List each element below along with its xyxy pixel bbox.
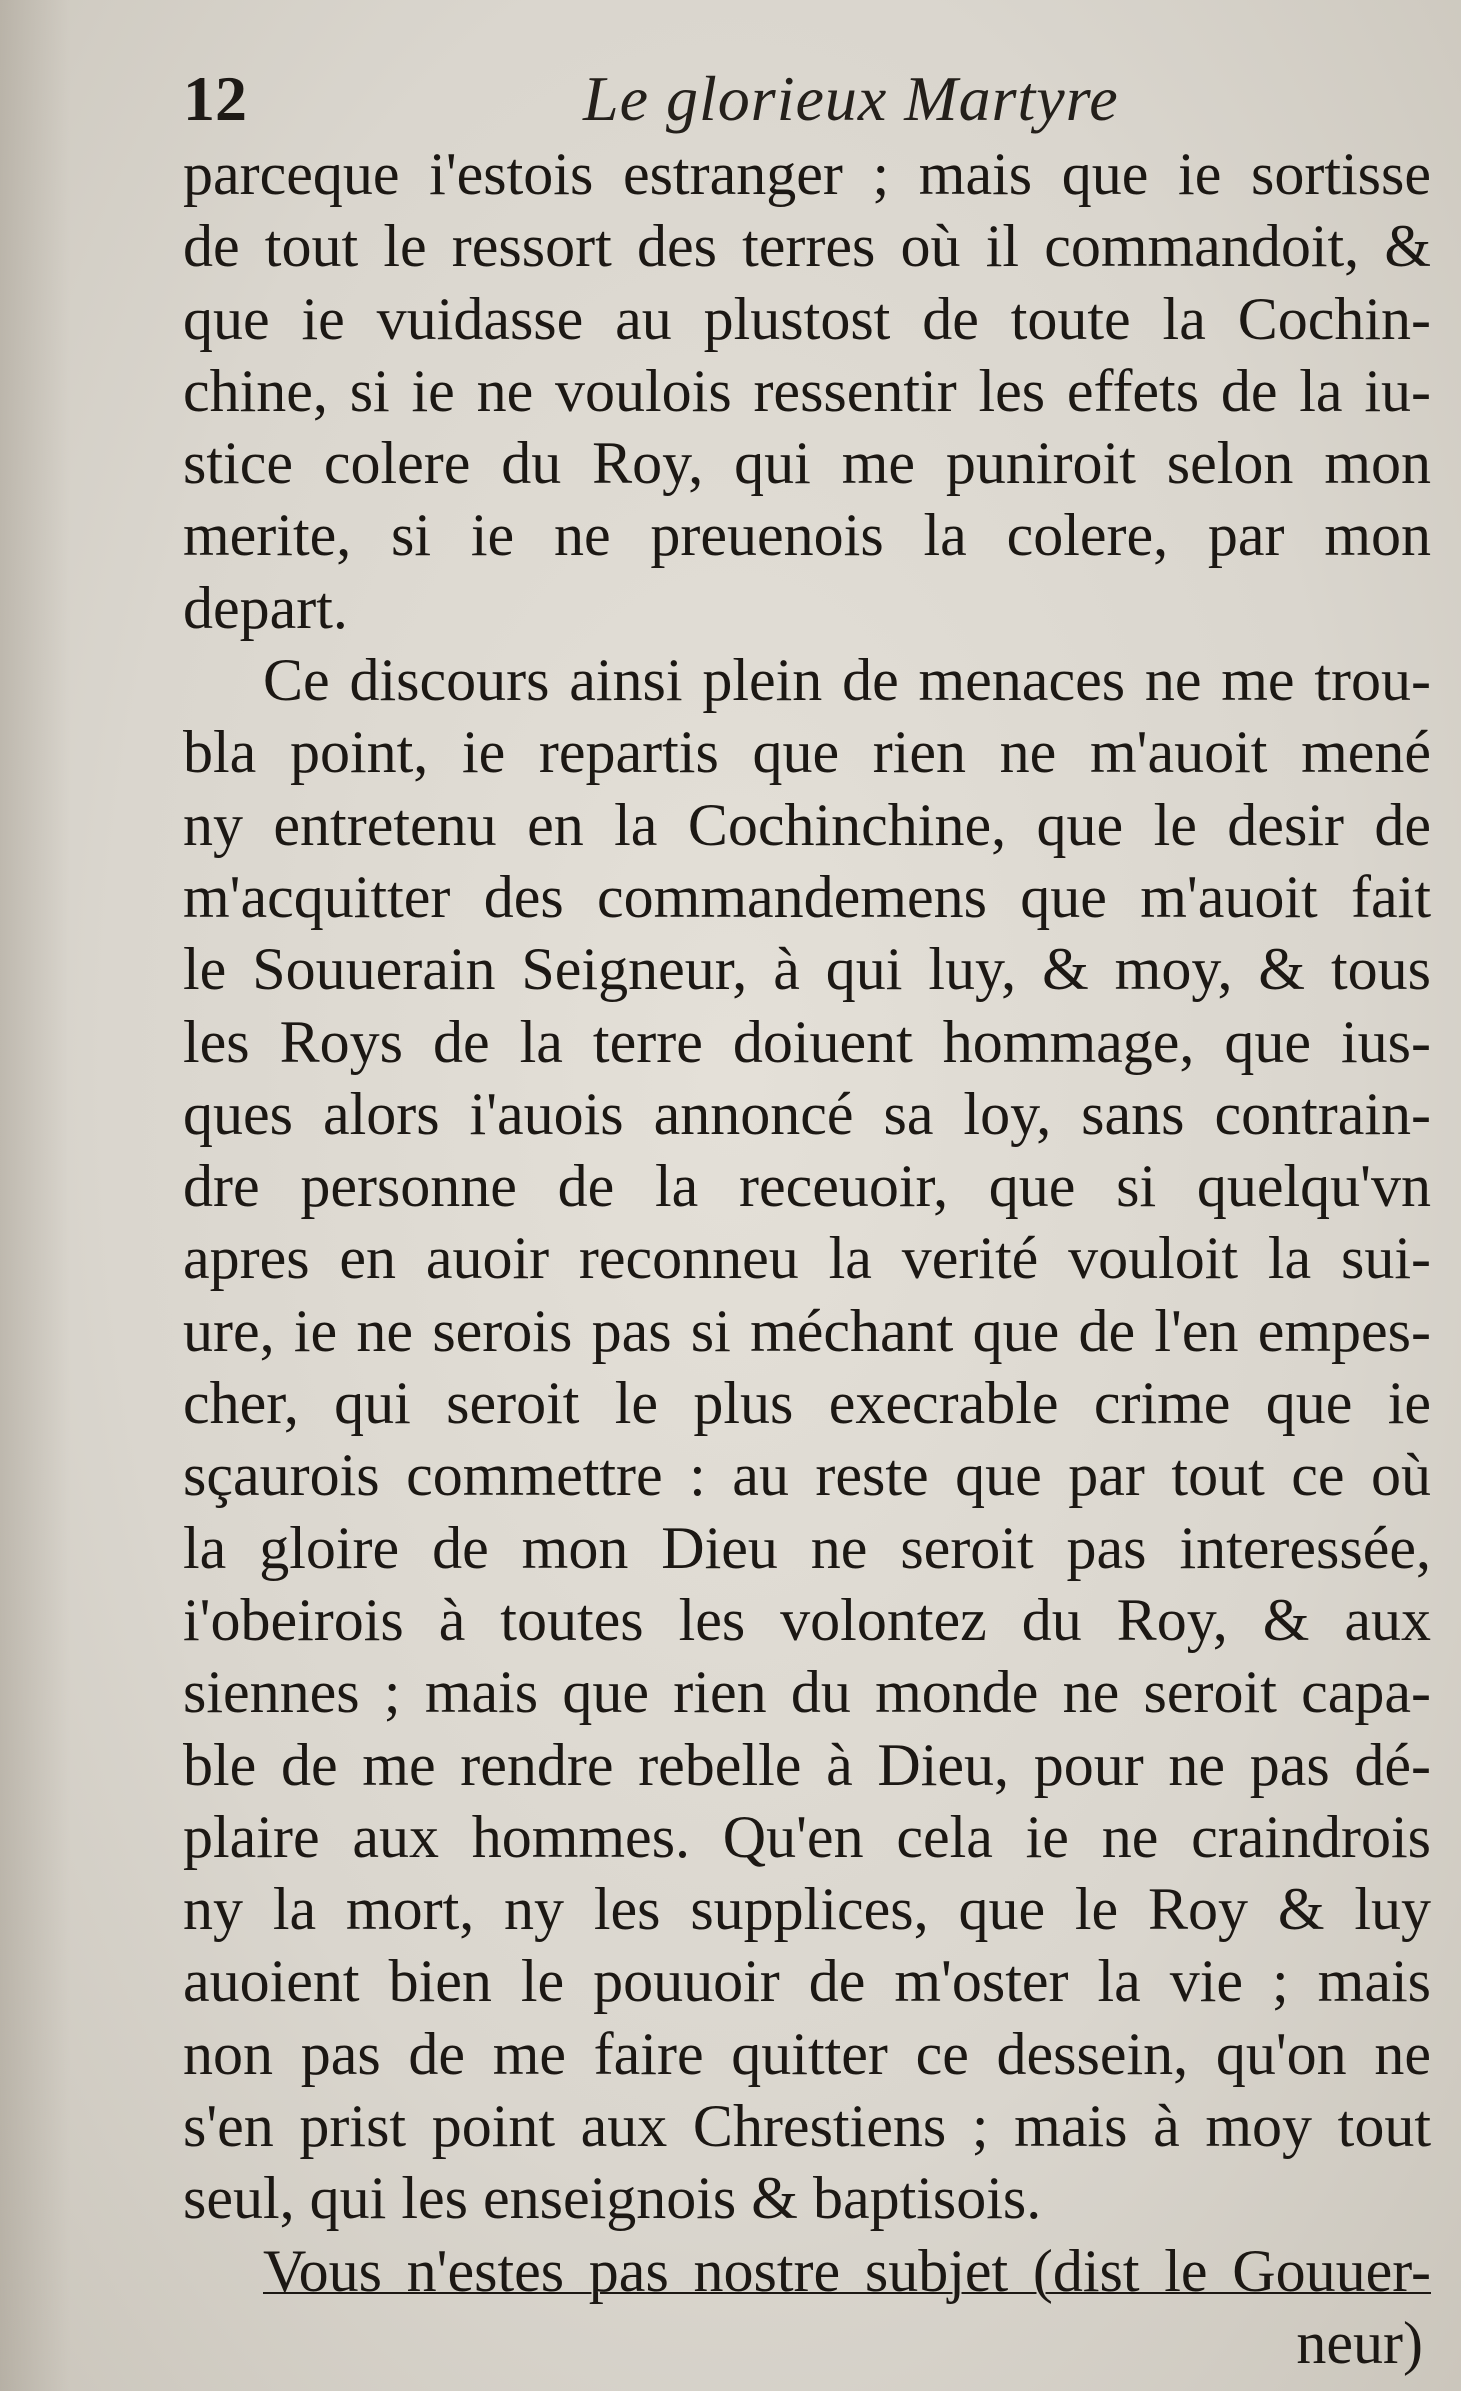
- text-line: ques alors i'auois annoncé sa loy, sans contrain-: [183, 1080, 1431, 1147]
- paragraph-end-line: seul, qui les enseignois & baptisois.: [183, 2165, 1042, 2232]
- text-line: ure, ie ne serois pas si méchant que de l'en empes-: [183, 1297, 1431, 1364]
- text-line: apres en auoir reconneu la verité vouloit la sui-: [183, 1225, 1431, 1292]
- text-line: de tout le ressort des terres où il commandoit, &: [183, 213, 1431, 280]
- text-line: ny entretenu en la Cochinchine, que le desir de: [183, 791, 1431, 858]
- page-gutter-shadow: [0, 0, 70, 2391]
- text-line: auoient bien le pouuoir de m'oster la vie ; mais: [183, 1948, 1431, 2015]
- text-line: dre personne de la receuoir, que si quelqu'vn: [183, 1153, 1431, 1220]
- paragraph-start-line: Ce discours ainsi plein de menaces ne me trou-: [263, 647, 1431, 714]
- text-line: que ie vuidasse au plustost de toute la Cochin-: [183, 285, 1431, 352]
- running-title: Le glorieux Martyre: [583, 63, 1119, 134]
- paragraph-start-line: Vous n'estes pas nostre subjet (dist le Gouuer-: [263, 2237, 1431, 2304]
- text-line: s'en prist point aux Chrestiens ; mais à moy tout: [183, 2093, 1431, 2160]
- text-line: chine, si ie ne voulois ressentir les effets de la iu-: [183, 357, 1431, 424]
- text-line: le Souuerain Seigneur, à qui luy, & moy, & tous: [183, 936, 1431, 1003]
- text-line: siennes ; mais que rien du monde ne seroit capa-: [183, 1659, 1431, 1726]
- text-line: i'obeirois à toutes les volontez du Roy, & aux: [183, 1586, 1431, 1653]
- text-line: stice colere du Roy, qui me puniroit selon mon: [183, 430, 1431, 497]
- text-line: les Roys de la terre doiuent hommage, que ius-: [183, 1008, 1431, 1075]
- text-line: plaire aux hommes. Qu'en cela ie ne craindrois: [183, 1803, 1431, 1870]
- text-line: ble de me rendre rebelle à Dieu, pour ne pas dé-: [183, 1731, 1431, 1798]
- text-line: parceque i'estois estranger ; mais que ie sortisse: [183, 141, 1431, 207]
- catchword-line: neur): [1296, 2309, 1423, 2376]
- page-number: 12: [183, 63, 247, 134]
- text-line: merite, si ie ne preuenois la colere, par mon: [183, 502, 1431, 569]
- text-line: ny la mort, ny les supplices, que le Roy & luy: [183, 1876, 1431, 1943]
- text-line: sçaurois commettre : au reste que par tout ce où: [183, 1442, 1431, 1509]
- text-line: non pas de me faire quitter ce dessein, qu'on ne: [183, 2020, 1431, 2087]
- text-line: m'acquitter des commandemens que m'auoit fait: [183, 863, 1431, 930]
- body-text: [183, 138, 1431, 2379]
- page-header: [183, 62, 1423, 142]
- text-line: bla point, ie repartis que rien ne m'auoit mené: [183, 719, 1431, 786]
- paragraph-end-line: depart.: [183, 574, 348, 641]
- text-line: la gloire de mon Dieu ne seroit pas interessée,: [183, 1514, 1431, 1581]
- text-line: cher, qui seroit le plus execrable crime que ie: [183, 1370, 1431, 1437]
